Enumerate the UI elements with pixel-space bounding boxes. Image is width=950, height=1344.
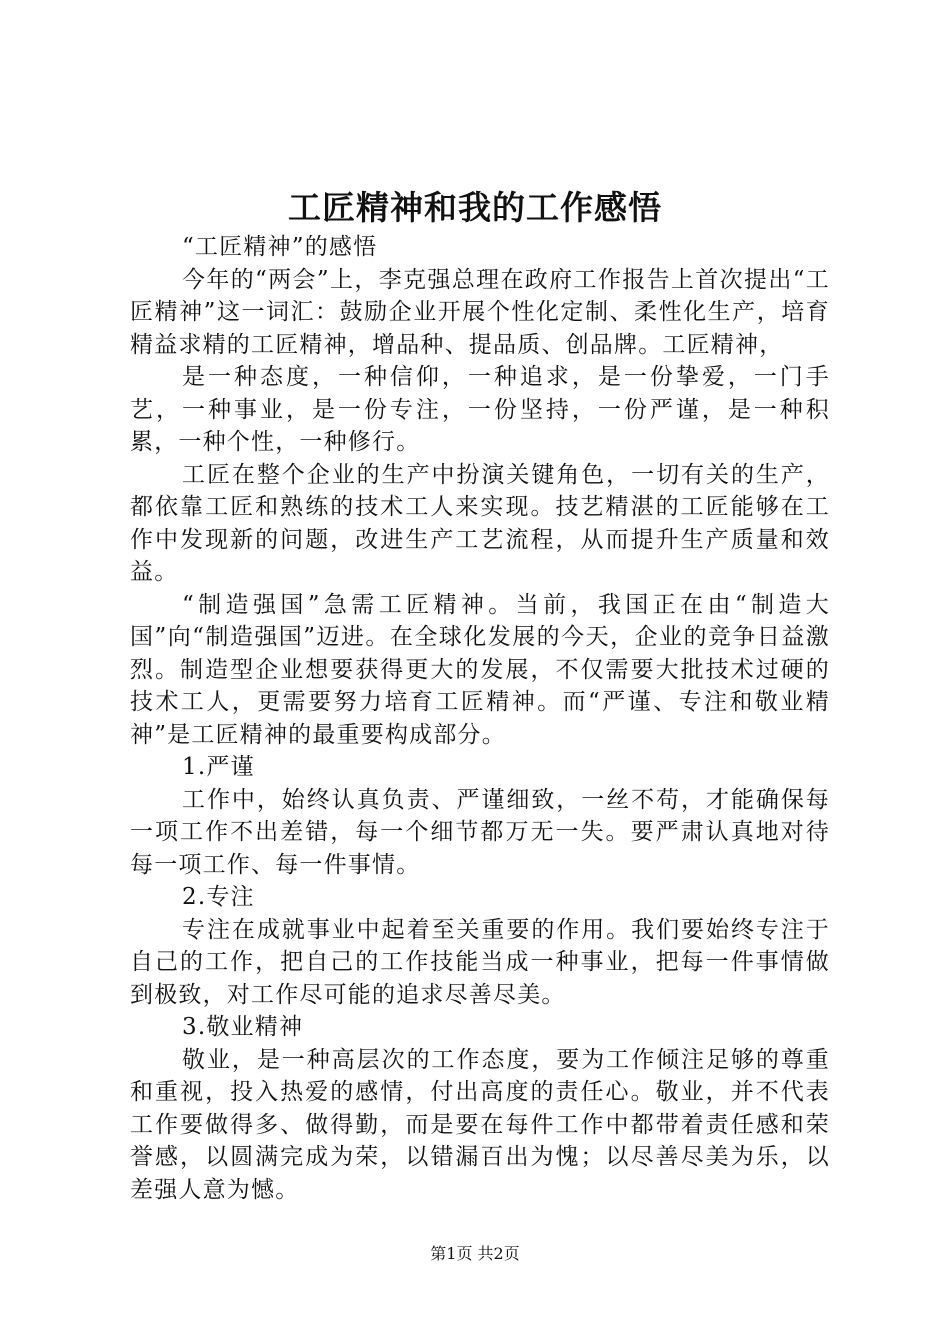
paragraph-rigor: 工作中，始终认真负责、严谨细致，一丝不苟，才能确保每一项工作不出差错，每一个细节都万无一失。要严肃认真地对待每一项工作、每一件事情。 <box>130 786 830 878</box>
paragraph-dedication: 敬业，是一种高层次的工作态度，要为工作倾注足够的尊重和重视，投入热爱的感情，付出高度的责任心。敬业，并不代表工作要做得多、做得勤，而是要在每件工作中都带着责任感和荣誉感，以圆满完成为荣，以错漏百出为愧；以尽善尽美为乐，以差强人意为憾。 <box>130 1046 830 1203</box>
page-number-footer: 第1页 共2页 <box>430 1244 520 1263</box>
page-title: 工匠精神和我的工作感悟 <box>288 188 662 227</box>
section-heading-rigor: 1.严谨 <box>182 754 255 780</box>
paragraph-definition: 是一种态度，一种信仰，一种追求，是一份挚爱，一门手艺，一种事业，是一份专注，一份坚持，一份严谨，是一种积累，一种个性，一种修行。 <box>130 364 830 455</box>
paragraph-subtitle: “工匠精神”的感悟 <box>182 234 378 260</box>
paragraph-focus: 专注在成就事业中起着至关重要的作用。我们要始终专注于自己的工作，把自己的工作技能当成一种事业，把每一件事情做到极致，对工作尽可能的追求尽善尽美。 <box>130 916 830 1008</box>
document-body <box>130 231 830 1206</box>
paragraph-intro: 今年的“两会”上，李克强总理在政府工作报告上首次提出“工匠精神”这一词汇：鼓励企业开展个性化定制、柔性化生产，培育精益求精的工匠精神，增品种、提品质、创品牌。工匠精神， <box>130 266 830 358</box>
paragraph-role: 工匠在整个企业的生产中扮演关键角色，一切有关的生产，都依靠工匠和熟练的技术工人来实现。技艺精湛的工匠能够在工作中发现新的问题，改进生产工艺流程，从而提升生产质量和效益。 <box>130 461 830 585</box>
section-heading-focus: 2.专注 <box>182 884 255 910</box>
paragraph-manufacturing: “制造强国”急需工匠精神。当前，我国正在由“制造大国”向“制造强国”迈进。在全球化发展的今天，企业的竞争日益激烈。制造型企业想要获得更大的发展，不仅需要大批技术过硬的技术工人，更需要努力培育工匠精神。而“严谨、专注和敬业精神”是工匠精神的最重要构成部分。 <box>130 591 830 748</box>
section-heading-dedication: 3.敬业精神 <box>182 1014 304 1040</box>
